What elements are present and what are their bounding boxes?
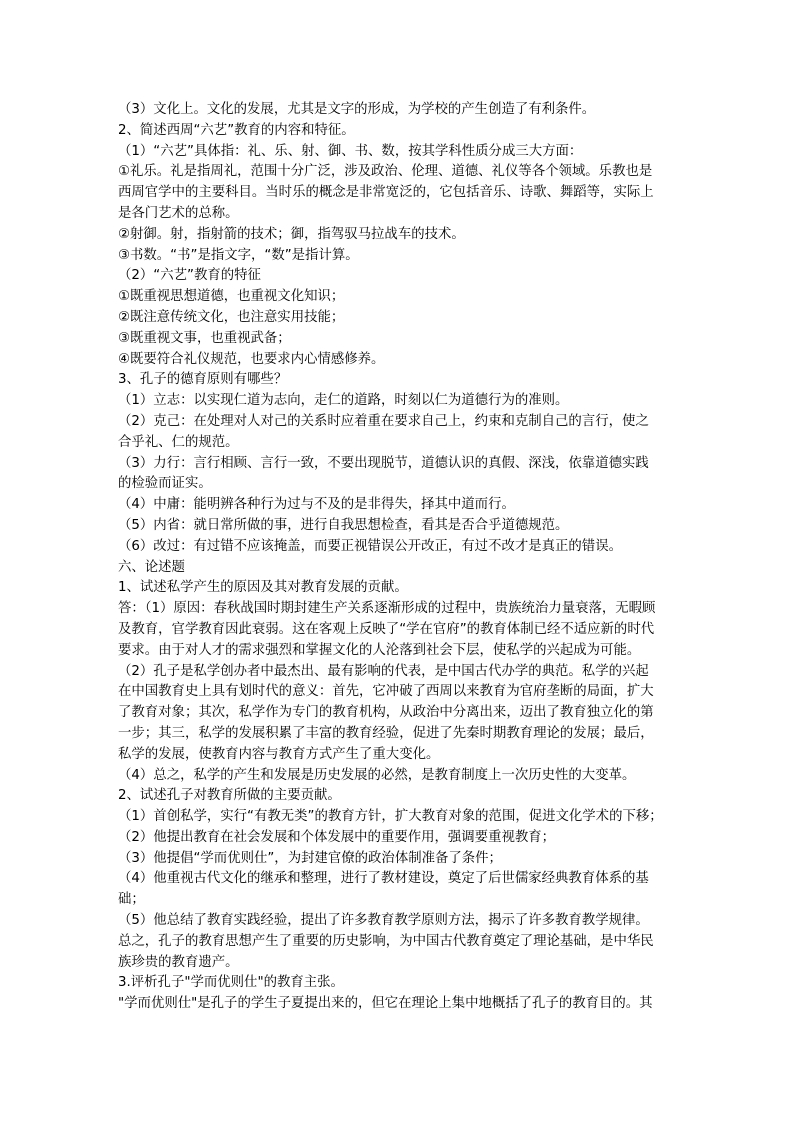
text-line: 在中国教育史上具有划时代的意义：首先，它冲破了西周以来教育为官府垄断的局面，扩大 [118,684,654,700]
text-line: （4）他重视古代文化的继承和整理，进行了教材建设，奠定了后世儒家经典教育体系的基 [118,871,649,887]
text-line: （3）文化上。文化的发展，尤其是文字的形成，为学校的产生创造了有利条件。 [118,102,596,117]
text-line: 西周官学中的主要科目。当时乐的概念是非常宽泛的，它包括音乐、诗歌、舞蹈等，实际上 [118,185,654,201]
text-line: （5）内省：就日常所做的事，进行自我思想检查，看其是否合乎道德规范。 [118,517,569,533]
text-line: 了教育对象；其次，私学作为专门的教育机构，从政治中分离出来，迈出了教育独立化的第 [118,705,654,721]
text-line: （2）克己：在处理对人对己的关系时应着重在要求自己上，约束和克制自己的言行，使之 [118,413,649,429]
text-line: 私学的发展，使教育内容与教育方式产生了重大变化。 [118,746,440,762]
text-line: （4）中庸：能明辨各种行为过与不及的是非得失，择其中道而行。 [118,497,515,513]
text-line: （2）他提出教育在社会发展和个体发展中的重要作用，强调要重视教育； [118,829,556,845]
text-line: （4）总之，私学的产生和发展是历史发展的必然，是教育制度上一次历史性的大变革。 [118,767,636,783]
text-line: （3）他提倡“学而优则仕”，为封建官僚的政治体制准备了条件； [118,850,502,866]
text-line: 一步；其三，私学的发展积累了丰富的教育经验，促进了先秦时期教育理论的发展；最后， [118,725,654,741]
text-line: 3、孔子的德育原则有哪些？ [118,372,288,388]
text-line: （2）孔子是私学创办者中最杰出、最有影响的代表，是中国古代办学的典范。私学的兴起 [118,663,649,679]
text-line: 2、简述西周“六艺”教育的内容和特征。 [118,122,355,138]
text-line: （1）“六艺”具体指：礼、乐、射、御、书、数，按其学科性质分成三大方面： [118,143,583,159]
text-line: 答：（1）原因：春秋战国时期封建生产关系逐渐形成的过程中，贵族统治力量衰落，无暇顾 [118,601,656,617]
text-line: （6）改过：有过错不应该掩盖，而要正视错误公开改正，有过不改才是真正的错误。 [118,538,622,554]
text-line: （1）立志：以实现仁道为志向，走仁的道路，时刻以仁为道德行为的准则。 [118,393,569,409]
text-line: 合乎礼、仁的规范。 [118,434,239,450]
text-line: 总之，孔子的教育思想产生了重要的历史影响，为中国古代教育奠定了理论基础，是中华民 [118,933,654,949]
document-body [118,100,678,1015]
text-line: 族珍贵的教育遗产。 [118,954,239,970]
text-line: （1）首创私学，实行“有教无类”的教育方针，扩大教育对象的范围，促进文化学术的下移； [118,809,663,825]
text-line: 是各门艺术的总称。 [118,205,239,221]
text-line: 六、论述题 [118,559,185,575]
text-line: 1、试述私学产生的原因及其对教育发展的贡献。 [118,580,408,596]
text-line: 2、试述孔子对教育所做的主要贡献。 [118,788,341,804]
text-line: ③书数。“书”是指文字，“数”是指计算。 [118,247,359,263]
text-line: ①礼乐。礼是指周礼，范围十分广泛，涉及政治、伦理、道德、礼仪等各个领域。乐教也是 [118,164,653,180]
text-line: ③既重视文事，也重视武备； [118,330,291,346]
text-line: （5）他总结了教育实践经验，提出了许多教育教学原则方法，揭示了许多教育教学规律。 [118,913,649,929]
text-line: （2）“六艺”教育的特征 [118,268,261,284]
text-line: （3）力行：言行相顾、言行一致，不要出现脱节，道德认识的真假、深浅，依靠道德实践 [118,455,649,471]
text-line: 础； [118,892,145,908]
text-line: ②射御。射，指射箭的技术；御，指驾驭马拉战车的技术。 [118,226,465,242]
text-line: 的检验而证实。 [118,476,212,492]
text-line: 3.评析孔子"学而优则仕"的教育主张。 [118,975,344,991]
text-line: "学而优则仕"是孔子的学生子夏提出来的，但它在理论上集中地概括了孔子的教育目的。其 [118,996,653,1012]
text-line: 及教育，官学教育因此衰弱。这在客观上反映了“学在官府”的教育体制已经不适应新的时代 [118,621,655,637]
text-line: 要求。由于对人才的需求强烈和掌握文化的人沦落到社会下层，使私学的兴起成为可能。 [118,642,641,658]
text-line: ②既注意传统文化，也注意实用技能； [118,309,345,325]
text-line: ①既重视思想道德，也重视文化知识； [118,289,345,305]
text-line: ④既要符合礼仪规范，也要求内心情感修养。 [118,351,385,367]
